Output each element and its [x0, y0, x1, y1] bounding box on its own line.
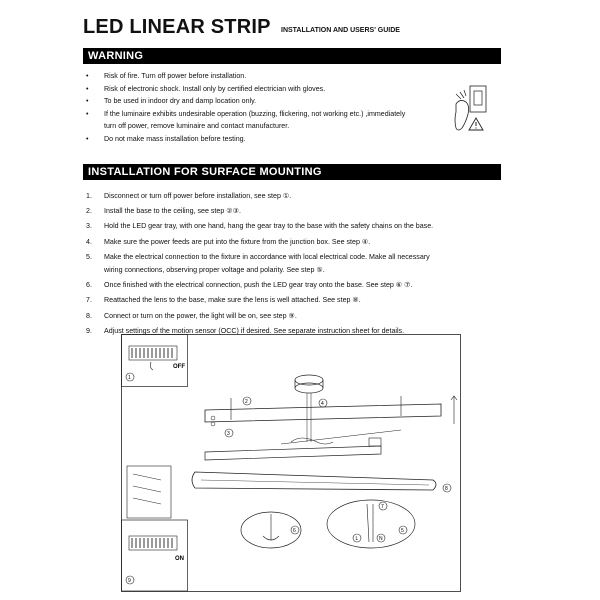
step-6-label: 6 [293, 528, 296, 534]
step-2-label: 2 [245, 399, 248, 405]
lens-edge-detail [127, 466, 171, 518]
installation-steps [86, 190, 506, 338]
ceiling-base [205, 396, 457, 424]
step-number: 1. [86, 192, 92, 200]
step-number: 6. [86, 281, 92, 290]
step-number: 8. [86, 311, 92, 320]
led-gear-tray [205, 430, 401, 460]
diffuser-lens [192, 472, 451, 492]
list-item [86, 70, 446, 83]
step-item [86, 251, 506, 264]
diagram-frame [122, 335, 461, 592]
warning-list [86, 70, 446, 146]
document-subtitle: INSTALLATION AND USERS' GUIDE [281, 27, 400, 34]
step-item [86, 264, 506, 277]
document-title: LED LINEAR STRIP [83, 16, 271, 38]
step-5-label: 5 [401, 528, 404, 534]
list-item [86, 120, 446, 133]
step-item [86, 205, 506, 218]
list-item [86, 95, 446, 108]
list-item [86, 133, 446, 146]
step-1-label: 1 [128, 375, 131, 381]
step-number: 9. [86, 326, 92, 335]
n-label: N [379, 536, 383, 542]
off-label: OFF [173, 364, 185, 370]
warning-text: Risk of electronic shock. Install only by certified electrician with gloves. [104, 84, 326, 93]
step-number: 3. [86, 222, 92, 231]
step-text: Hold the LED gear tray, with one hand, hang the gear tray to the base with the safety chains on the base. [104, 222, 434, 231]
bullet: • [86, 97, 89, 106]
list-item [86, 108, 446, 121]
step-text: Connect or turn on the power, the light will be on, see step ⑨. [104, 311, 297, 320]
tray-clip-detail [241, 512, 301, 548]
step-item [86, 190, 506, 203]
step-item [86, 310, 506, 323]
step-number: 5. [86, 252, 92, 261]
step-item [86, 236, 506, 249]
list-item [86, 83, 446, 96]
step-text: Once finished with the electrical connection, push the LED gear tray onto the base. See step ⑥ ⑦. [104, 281, 413, 290]
warning-text: turn off power, remove luminaire and contact manufacturer. [104, 122, 290, 131]
step-8-label: 8 [445, 486, 448, 492]
electrician-warning-illustration [452, 84, 492, 136]
bullet: • [86, 72, 89, 80]
warning-text: Risk of fire. Turn off power before installation. [104, 72, 247, 80]
junction-box [295, 375, 327, 442]
warning-text: Do not make mass installation before testing. [104, 134, 246, 143]
step-number: 2. [86, 207, 92, 216]
step-number: 4. [86, 237, 92, 246]
bullet: • [86, 134, 89, 143]
step-text: Disconnect or turn off power before installation, see step ①. [104, 192, 292, 200]
step-4-label: 4 [321, 401, 324, 407]
warning-text: If the luminaire exhibits undesirable operation (buzzing, flickering, not working etc.) ,immediately [104, 109, 406, 118]
on-label: ON [175, 556, 184, 562]
breaker-panel-off [122, 335, 188, 387]
step-text: wiring connections, observing proper voltage and polarity. See step ⑤. [104, 266, 325, 275]
bullet: • [86, 84, 89, 93]
hand-icon [455, 100, 469, 130]
wall-plate-icon [470, 86, 486, 112]
bullet: • [86, 109, 89, 118]
step-text: Make sure the power feeds are put into the fixture from the junction box. See step ④. [104, 237, 371, 246]
mounting-screws [211, 416, 233, 437]
installation-heading: INSTALLATION FOR SURFACE MOUNTING [83, 164, 501, 180]
step-7-label: 7 [381, 504, 384, 510]
l-label: L [355, 536, 359, 542]
step-text: Install the base to the ceiling, see step ②③. [104, 207, 241, 216]
step-text: Adjust settings of the motion sensor (OCC) if desired. See separate instruction sheet for details. [104, 326, 405, 335]
step-text: Reattached the lens to the base, make sure the lens is well attached. See step ⑧. [104, 296, 361, 305]
wiring-detail [327, 500, 415, 548]
warning-text: To be used in indoor dry and damp location only. [104, 97, 257, 106]
step-number: 7. [86, 296, 92, 305]
step-text: Make the electrical connection to the fixture in accordance with local electrical code. Make all necessary [104, 252, 430, 261]
step-item [86, 279, 506, 292]
step-3-label: 3 [227, 431, 230, 437]
step-item [86, 294, 506, 307]
installation-diagram [121, 334, 461, 592]
breaker-panel-on [122, 520, 188, 591]
step-item [86, 220, 506, 233]
step-9-label: 9 [128, 578, 131, 584]
warning-heading: WARNING [83, 48, 501, 64]
